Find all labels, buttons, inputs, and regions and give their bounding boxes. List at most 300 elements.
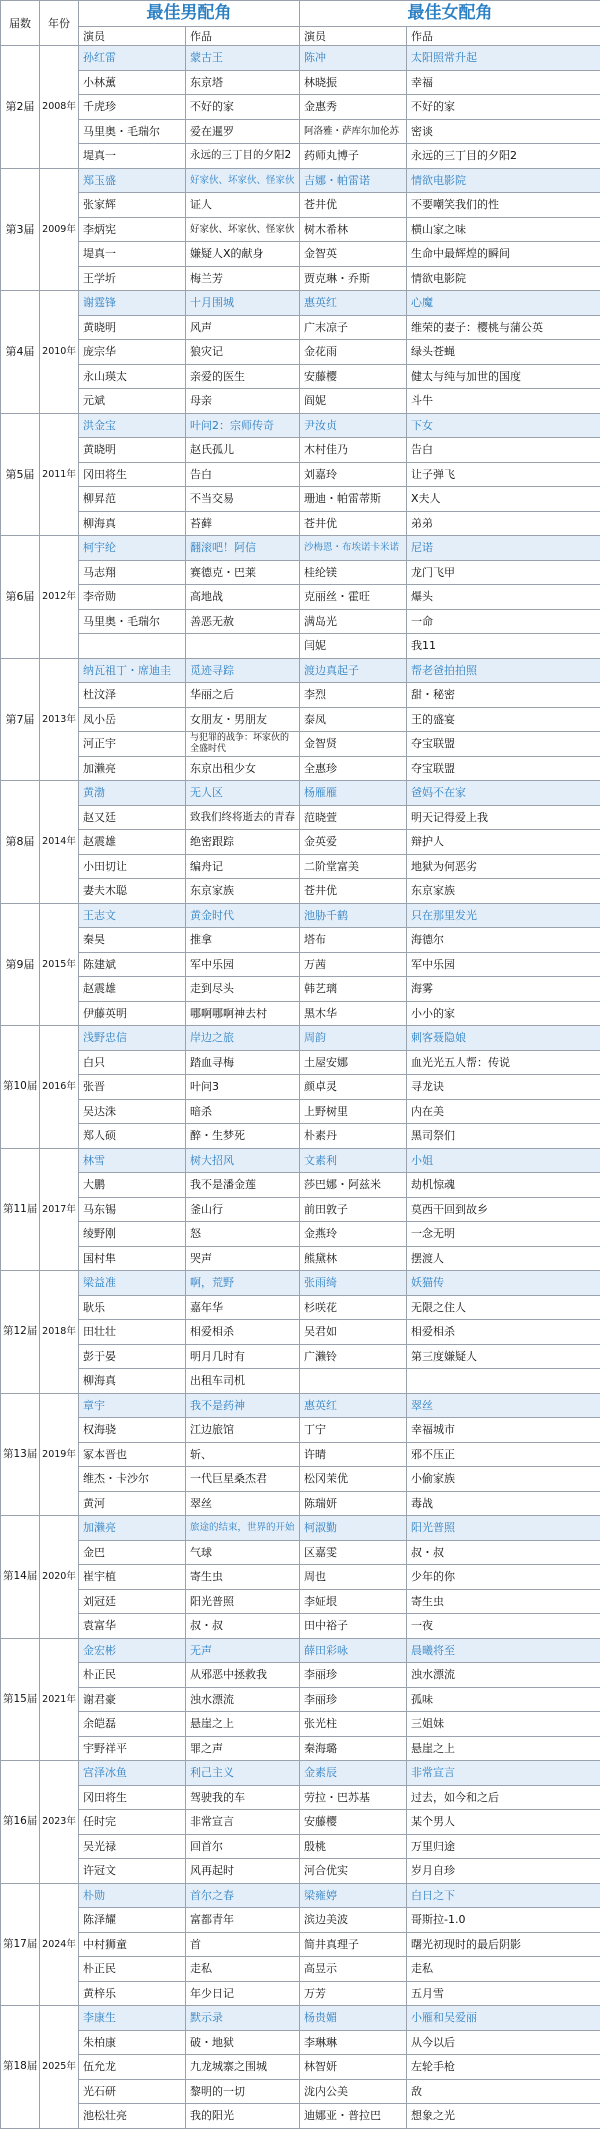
- actor-name-cell: 堤真一: [79, 144, 186, 169]
- actress-work-cell: 幸福: [407, 70, 600, 95]
- nominee-row: [1, 756, 600, 781]
- actor-work-cell: 破・地狱: [186, 2030, 300, 2055]
- actor-work-cell: 我不是潘金莲: [186, 1173, 300, 1198]
- actor-work-cell: 嫌疑人X的献身: [186, 242, 300, 267]
- actor-name-cell: 陈建斌: [79, 952, 186, 977]
- nominee-row: [1, 217, 600, 242]
- actress-name-cell: 吴君如: [300, 1320, 407, 1345]
- actress-performer-header: 演员: [300, 27, 407, 46]
- actor-work-cell: 非常宣言: [186, 1810, 300, 1835]
- actress-name-cell: 张雨绮: [300, 1271, 407, 1296]
- actor-work-cell: 蒙古王: [186, 46, 300, 71]
- actress-name-cell: 金燕玲: [300, 1222, 407, 1247]
- actress-work-cell: 不好的家: [407, 95, 600, 120]
- actor-work-cell: 叔・叔: [186, 1614, 300, 1639]
- actress-work-cell: 黑司祭们: [407, 1124, 600, 1149]
- nominee-row: [1, 634, 600, 659]
- actress-name-cell: 杉咲花: [300, 1295, 407, 1320]
- actor-work-cell: 编舟记: [186, 854, 300, 879]
- year-cell: 2008年: [40, 46, 79, 169]
- actress-name-cell: 贾克琳・乔斯: [300, 266, 407, 291]
- actor-name-cell: 小田切让: [79, 854, 186, 879]
- actress-name-cell: 克丽丝・霍旺: [300, 585, 407, 610]
- actress-work-cell: 下女: [407, 413, 600, 438]
- year-cell: 2015年: [40, 903, 79, 1026]
- actress-name-cell: 林智妍: [300, 2055, 407, 2080]
- actress-work-cell: 健太与纯与加世的国度: [407, 364, 600, 389]
- actress-work-cell: 无限之住人: [407, 1295, 600, 1320]
- ceremony-cell: 第7届: [1, 658, 40, 781]
- ceremony-cell: 第11届: [1, 1148, 40, 1271]
- actor-work-cell: 我不是药神: [186, 1393, 300, 1418]
- actor-work-cell: 嘉年华: [186, 1295, 300, 1320]
- best-supporting-actress-title: 最佳女配角: [300, 1, 600, 27]
- actress-name-cell: 劳拉・巴苏基: [300, 1785, 407, 1810]
- year-cell: 2019年: [40, 1393, 79, 1516]
- actress-work-cell: 辩护人: [407, 830, 600, 855]
- actress-work-cell: [407, 1369, 600, 1394]
- actor-work-cell: 母亲: [186, 389, 300, 414]
- actress-name-cell: 万茜: [300, 952, 407, 977]
- actress-name-cell: 许晴: [300, 1442, 407, 1467]
- nominee-row: [1, 854, 600, 879]
- year-cell: 2012年: [40, 536, 79, 659]
- actress-work-cell: 内在美: [407, 1099, 600, 1124]
- actress-name-cell: 苍井优: [300, 193, 407, 218]
- actress-work-cell: 哥斯拉-1.0: [407, 1908, 600, 1933]
- actress-name-cell: 区嘉雯: [300, 1540, 407, 1565]
- actress-name-cell: 万芳: [300, 1981, 407, 2006]
- actress-name-cell: 殷桃: [300, 1834, 407, 1859]
- actor-name-cell: 张家辉: [79, 193, 186, 218]
- actor-name-cell: 冢本晋也: [79, 1442, 186, 1467]
- actor-name-cell: 金宏彬: [79, 1638, 186, 1663]
- actress-name-cell: 金智英: [300, 242, 407, 267]
- actress-work-cell: 左轮手枪: [407, 2055, 600, 2080]
- actress-name-cell: 林晓振: [300, 70, 407, 95]
- actress-work-cell: 邪不压正: [407, 1442, 600, 1467]
- actor-work-header: 作品: [186, 27, 300, 46]
- year-cell: 2016年: [40, 1026, 79, 1149]
- nominee-row: [1, 1736, 600, 1761]
- actress-name-cell: 高昱示: [300, 1957, 407, 1982]
- actor-work-cell: 绝密跟踪: [186, 830, 300, 855]
- actor-name-cell: 田壮壮: [79, 1320, 186, 1345]
- actress-work-cell: 生命中最辉煌的瞬间: [407, 242, 600, 267]
- actress-name-cell: 沙梅恩・布埃诺卡米诺: [300, 536, 407, 561]
- nominee-row: [1, 144, 600, 169]
- actress-name-cell: 张光柱: [300, 1712, 407, 1737]
- actor-work-cell: 黎明的一切: [186, 2079, 300, 2104]
- actress-name-cell: 阿洛雅・萨库尔加伦苏: [300, 119, 407, 144]
- actor-work-cell: 回首尔: [186, 1834, 300, 1859]
- year-cell: 2024年: [40, 1883, 79, 2006]
- winner-row: [1, 1883, 600, 1908]
- actress-name-cell: 薛田彩咏: [300, 1638, 407, 1663]
- actress-name-cell: 杨贵媚: [300, 2006, 407, 2031]
- actor-name-cell: 梁益准: [79, 1271, 186, 1296]
- nominee-row: [1, 511, 600, 536]
- actor-work-cell: 高地战: [186, 585, 300, 610]
- actress-name-cell: 阎妮: [300, 389, 407, 414]
- actress-work-cell: 一念无明: [407, 1222, 600, 1247]
- actress-work-cell: 爸妈不在家: [407, 781, 600, 806]
- actor-name-cell: 杜汶泽: [79, 683, 186, 708]
- actress-name-cell: 药师丸博子: [300, 144, 407, 169]
- actor-name-cell: 浅野忠信: [79, 1026, 186, 1051]
- actress-work-cell: 龙门飞甲: [407, 560, 600, 585]
- nominee-row: [1, 830, 600, 855]
- actor-work-cell: 罪之声: [186, 1736, 300, 1761]
- actor-work-cell: 东京出租少女: [186, 756, 300, 781]
- actor-name-cell: 国村隼: [79, 1246, 186, 1271]
- actor-name-cell: 柳海真: [79, 1369, 186, 1394]
- nominee-row: [1, 2030, 600, 2055]
- ceremony-header: 届数: [1, 1, 40, 46]
- actor-name-cell: 洪金宝: [79, 413, 186, 438]
- actress-work-cell: 尼诺: [407, 536, 600, 561]
- actor-work-cell: 致我们终将逝去的青春: [186, 805, 300, 830]
- actor-work-cell: 华丽之后: [186, 683, 300, 708]
- nominee-row: [1, 242, 600, 267]
- actor-name-cell: 赵又廷: [79, 805, 186, 830]
- actor-name-cell: 马志翔: [79, 560, 186, 585]
- actor-work-cell: 好家伙、坏家伙、怪家伙: [186, 168, 300, 193]
- ceremony-cell: 第18届: [1, 2006, 40, 2129]
- actress-work-cell: 横山家之味: [407, 217, 600, 242]
- actor-name-cell: 王学圻: [79, 266, 186, 291]
- actor-work-cell: 阳光普照: [186, 1589, 300, 1614]
- actress-name-cell: 吉娜・帕雷诺: [300, 168, 407, 193]
- nominee-row: [1, 1344, 600, 1369]
- actor-work-cell: 默示录: [186, 2006, 300, 2031]
- actor-name-cell: 李帝勋: [79, 585, 186, 610]
- actor-performer-header: 演员: [79, 27, 186, 46]
- actor-name-cell: 黄渤: [79, 781, 186, 806]
- actress-work-cell: 从今以后: [407, 2030, 600, 2055]
- actor-work-cell: 釜山行: [186, 1197, 300, 1222]
- nominee-row: [1, 1050, 600, 1075]
- actor-name-cell: 柳昇范: [79, 487, 186, 512]
- actress-name-cell: 颜卓灵: [300, 1075, 407, 1100]
- actress-work-cell: 军中乐园: [407, 952, 600, 977]
- actor-work-cell: 爱在暹罗: [186, 119, 300, 144]
- nominee-row: [1, 1099, 600, 1124]
- actor-work-cell: 醉・生梦死: [186, 1124, 300, 1149]
- nominee-row: [1, 1467, 600, 1492]
- ceremony-cell: 第4届: [1, 291, 40, 414]
- actress-name-cell: 桂纶镁: [300, 560, 407, 585]
- actor-name-cell: 绫野刚: [79, 1222, 186, 1247]
- actor-name-cell: 马东锡: [79, 1197, 186, 1222]
- actor-name-cell: 冈田将生: [79, 462, 186, 487]
- ceremony-cell: 第15届: [1, 1638, 40, 1761]
- actor-work-cell: 狼灾记: [186, 340, 300, 365]
- nominee-row: [1, 2079, 600, 2104]
- actress-name-cell: 滨边美波: [300, 1908, 407, 1933]
- actress-name-cell: 李姃垠: [300, 1589, 407, 1614]
- ceremony-cell: 第8届: [1, 781, 40, 904]
- actor-name-cell: 谢霆锋: [79, 291, 186, 316]
- nominee-row: [1, 1859, 600, 1884]
- ceremony-cell: 第9届: [1, 903, 40, 1026]
- actress-work-cell: 情欲电影院: [407, 168, 600, 193]
- actor-name-cell: 余皑磊: [79, 1712, 186, 1737]
- nominee-row: [1, 928, 600, 953]
- nominee-row: [1, 609, 600, 634]
- nominee-row: [1, 585, 600, 610]
- actor-name-cell: 冈田将生: [79, 1785, 186, 1810]
- actor-name-cell: 李炳宪: [79, 217, 186, 242]
- nominee-row: [1, 1834, 600, 1859]
- actor-work-cell: [186, 634, 300, 659]
- actor-name-cell: 马里奥・毛瑞尔: [79, 609, 186, 634]
- actress-name-cell: 金惠秀: [300, 95, 407, 120]
- ceremony-cell: 第17届: [1, 1883, 40, 2006]
- actress-work-cell: 岁月自珍: [407, 1859, 600, 1884]
- actress-name-cell: 渡边真起子: [300, 658, 407, 683]
- actress-name-cell: 李丽珍: [300, 1687, 407, 1712]
- actor-work-cell: 气球: [186, 1540, 300, 1565]
- nominee-row: [1, 879, 600, 904]
- actress-work-cell: 密谈: [407, 119, 600, 144]
- actress-work-cell: 一夜: [407, 1614, 600, 1639]
- actor-name-cell: 秦昊: [79, 928, 186, 953]
- actress-work-cell: 莫西干回到故乡: [407, 1197, 600, 1222]
- actress-work-cell: 过去，如今和之后: [407, 1785, 600, 1810]
- nominee-row: [1, 1075, 600, 1100]
- actress-name-cell: 陈冲: [300, 46, 407, 71]
- actress-work-cell: 我11: [407, 634, 600, 659]
- actress-name-cell: 迪娜亚・普拉巴: [300, 2104, 407, 2129]
- actress-work-cell: 小姐: [407, 1148, 600, 1173]
- actress-name-cell: [300, 1369, 407, 1394]
- best-supporting-actor-title: 最佳男配角: [79, 1, 300, 27]
- nominee-row: [1, 560, 600, 585]
- actress-work-cell: 永远的三丁目的夕阳2: [407, 144, 600, 169]
- actress-work-cell: 东京家族: [407, 879, 600, 904]
- actress-work-cell: 万里归途: [407, 1834, 600, 1859]
- actor-name-cell: 黄晓明: [79, 315, 186, 340]
- actor-name-cell: 伊藤英明: [79, 1001, 186, 1026]
- actress-name-cell: 闫妮: [300, 634, 407, 659]
- winner-row: [1, 1761, 600, 1786]
- actress-name-cell: 秦海璐: [300, 1736, 407, 1761]
- actress-work-cell: 明天记得爱上我: [407, 805, 600, 830]
- actress-name-cell: 土屋安娜: [300, 1050, 407, 1075]
- year-cell: 2020年: [40, 1516, 79, 1639]
- winner-row: [1, 1638, 600, 1663]
- actor-work-cell: 风声: [186, 315, 300, 340]
- actor-work-cell: 好家伙、坏家伙、怪家伙: [186, 217, 300, 242]
- actor-name-cell: 凤小岳: [79, 707, 186, 732]
- actress-work-cell: 晨曦将至: [407, 1638, 600, 1663]
- actress-name-cell: 李琳琳: [300, 2030, 407, 2055]
- actor-name-cell: 金巴: [79, 1540, 186, 1565]
- actress-name-cell: 简井真理子: [300, 1932, 407, 1957]
- ceremony-cell: 第10届: [1, 1026, 40, 1149]
- actress-name-cell: 二阶堂富美: [300, 854, 407, 879]
- actor-name-cell: 赵震雄: [79, 977, 186, 1002]
- actress-name-cell: 莎巴娜・阿兹米: [300, 1173, 407, 1198]
- actress-work-cell: 第三度嫌疑人: [407, 1344, 600, 1369]
- actor-work-cell: 赛德克・巴莱: [186, 560, 300, 585]
- nominee-row: [1, 364, 600, 389]
- actor-work-cell: 我的阳光: [186, 2104, 300, 2129]
- actor-work-cell: 踏血寻梅: [186, 1050, 300, 1075]
- actress-name-cell: 全惠珍: [300, 756, 407, 781]
- actress-work-cell: 悬崖之上: [407, 1736, 600, 1761]
- actor-name-cell: 赵震雄: [79, 830, 186, 855]
- actor-name-cell: 李康生: [79, 2006, 186, 2031]
- actor-name-cell: 彭于晏: [79, 1344, 186, 1369]
- actress-work-cell: 小偷家族: [407, 1467, 600, 1492]
- year-cell: 2011年: [40, 413, 79, 536]
- actor-name-cell: 任时完: [79, 1810, 186, 1835]
- actress-work-cell: 非常宣言: [407, 1761, 600, 1786]
- winner-row: [1, 781, 600, 806]
- nominee-row: [1, 389, 600, 414]
- nominee-row: [1, 1442, 600, 1467]
- actress-work-cell: 寻龙诀: [407, 1075, 600, 1100]
- actor-work-cell: 利己主义: [186, 1761, 300, 1786]
- ceremony-cell: 第5届: [1, 413, 40, 536]
- ceremony-cell: 第12届: [1, 1271, 40, 1394]
- actress-work-cell: 维荣的妻子：樱桃与蒲公英: [407, 315, 600, 340]
- actress-work-cell: 寄生虫: [407, 1589, 600, 1614]
- nominee-row: [1, 805, 600, 830]
- actor-work-cell: 梅兰芳: [186, 266, 300, 291]
- actress-name-cell: 苍井优: [300, 511, 407, 536]
- actress-work-cell: 叔・叔: [407, 1540, 600, 1565]
- actor-work-cell: 推拿: [186, 928, 300, 953]
- nominee-row: [1, 1246, 600, 1271]
- nominee-row: [1, 977, 600, 1002]
- actress-name-cell: 田中裕子: [300, 1614, 407, 1639]
- actress-work-cell: 爆头: [407, 585, 600, 610]
- winner-row: [1, 168, 600, 193]
- actor-name-cell: 崔宇植: [79, 1565, 186, 1590]
- actress-name-cell: 珊迪・帕雷蒂斯: [300, 487, 407, 512]
- nominee-row: [1, 2104, 600, 2129]
- actor-work-cell: 善恶无赦: [186, 609, 300, 634]
- nominee-row: [1, 266, 600, 291]
- nominee-row: [1, 1124, 600, 1149]
- actress-name-cell: 朴素丹: [300, 1124, 407, 1149]
- actor-name-cell: 黄河: [79, 1491, 186, 1516]
- actor-name-cell: 朴勋: [79, 1883, 186, 1908]
- nominee-row: [1, 193, 600, 218]
- actor-work-cell: 驾驶我的车: [186, 1785, 300, 1810]
- actor-name-cell: 许冠文: [79, 1859, 186, 1884]
- year-cell: 2018年: [40, 1271, 79, 1394]
- actress-work-cell: 相爱相杀: [407, 1320, 600, 1345]
- actor-work-cell: 赵氏孤儿: [186, 438, 300, 463]
- actor-work-cell: 啊，荒野: [186, 1271, 300, 1296]
- actor-work-cell: 叶问2：宗师传奇: [186, 413, 300, 438]
- nominee-row: [1, 1369, 600, 1394]
- actor-work-cell: 哪啊哪啊神去村: [186, 1001, 300, 1026]
- actress-work-cell: 白日之下: [407, 1883, 600, 1908]
- nominee-row: [1, 1197, 600, 1222]
- actor-name-cell: 林雪: [79, 1148, 186, 1173]
- nominee-row: [1, 340, 600, 365]
- actor-work-cell: 东京塔: [186, 70, 300, 95]
- actress-work-cell: 只在那里发光: [407, 903, 600, 928]
- actor-name-cell: 维杰・卡沙尔: [79, 1467, 186, 1492]
- actor-name-cell: 郑人硕: [79, 1124, 186, 1149]
- actor-work-cell: 觅迹寻踪: [186, 658, 300, 683]
- actress-name-cell: 金花雨: [300, 340, 407, 365]
- actor-name-cell: 朴正民: [79, 1663, 186, 1688]
- actress-name-cell: 李丽珍: [300, 1663, 407, 1688]
- actor-name-cell: 黄梓乐: [79, 1981, 186, 2006]
- nominee-row: [1, 119, 600, 144]
- actor-work-cell: 哭声: [186, 1246, 300, 1271]
- actress-work-cell: 太阳照常升起: [407, 46, 600, 71]
- actor-work-cell: 怒: [186, 1222, 300, 1247]
- actor-work-cell: 无人区: [186, 781, 300, 806]
- actor-name-cell: 元斌: [79, 389, 186, 414]
- actor-name-cell: 谢君豪: [79, 1687, 186, 1712]
- actor-work-cell: 斩、: [186, 1442, 300, 1467]
- actor-work-cell: 旅途的结束，世界的开始: [186, 1516, 300, 1541]
- ceremony-cell: 第3届: [1, 168, 40, 291]
- nominee-row: [1, 462, 600, 487]
- actor-name-cell: 陈泽耀: [79, 1908, 186, 1933]
- actress-work-cell: 海德尔: [407, 928, 600, 953]
- winner-row: [1, 1516, 600, 1541]
- nominee-row: [1, 1222, 600, 1247]
- nominee-row: [1, 1565, 600, 1590]
- actress-work-cell: 曙光初现时的最后阴影: [407, 1932, 600, 1957]
- actress-name-cell: 苍井优: [300, 879, 407, 904]
- actress-work-cell: 海雾: [407, 977, 600, 1002]
- actress-name-cell: 上野树里: [300, 1099, 407, 1124]
- year-cell: 2021年: [40, 1638, 79, 1761]
- actor-name-cell: 权海骁: [79, 1418, 186, 1443]
- actress-work-cell: 摆渡人: [407, 1246, 600, 1271]
- actor-work-cell: 翠丝: [186, 1491, 300, 1516]
- actor-name-cell: 柯宇纶: [79, 536, 186, 561]
- actress-work-cell: 夺宝联盟: [407, 732, 600, 757]
- actor-work-cell: 走私: [186, 1957, 300, 1982]
- actor-name-cell: 大鹏: [79, 1173, 186, 1198]
- actress-name-cell: 广末凉子: [300, 315, 407, 340]
- actor-work-cell: 翻滚吧！阿信: [186, 536, 300, 561]
- actor-name-cell: 宇野祥平: [79, 1736, 186, 1761]
- actress-name-cell: 泰凤: [300, 707, 407, 732]
- actress-name-cell: 文素利: [300, 1148, 407, 1173]
- actor-name-cell: 王志文: [79, 903, 186, 928]
- actor-work-cell: 暗杀: [186, 1099, 300, 1124]
- actress-name-cell: 树木希林: [300, 217, 407, 242]
- year-cell: 2013年: [40, 658, 79, 781]
- actress-work-cell: 五月雪: [407, 1981, 600, 2006]
- actress-work-cell: 告白: [407, 438, 600, 463]
- actress-work-cell: 夺宝联盟: [407, 756, 600, 781]
- actress-work-cell: 某个男人: [407, 1810, 600, 1835]
- actor-name-cell: 加濑亮: [79, 1516, 186, 1541]
- title-row: [1, 1, 600, 27]
- actress-name-cell: 梁雍婷: [300, 1883, 407, 1908]
- year-cell: 2023年: [40, 1761, 79, 1884]
- year-cell: 2010年: [40, 291, 79, 414]
- actor-name-cell: 朱柏康: [79, 2030, 186, 2055]
- actor-name-cell: [79, 634, 186, 659]
- actor-name-cell: 孙红雷: [79, 46, 186, 71]
- nominee-row: [1, 1932, 600, 1957]
